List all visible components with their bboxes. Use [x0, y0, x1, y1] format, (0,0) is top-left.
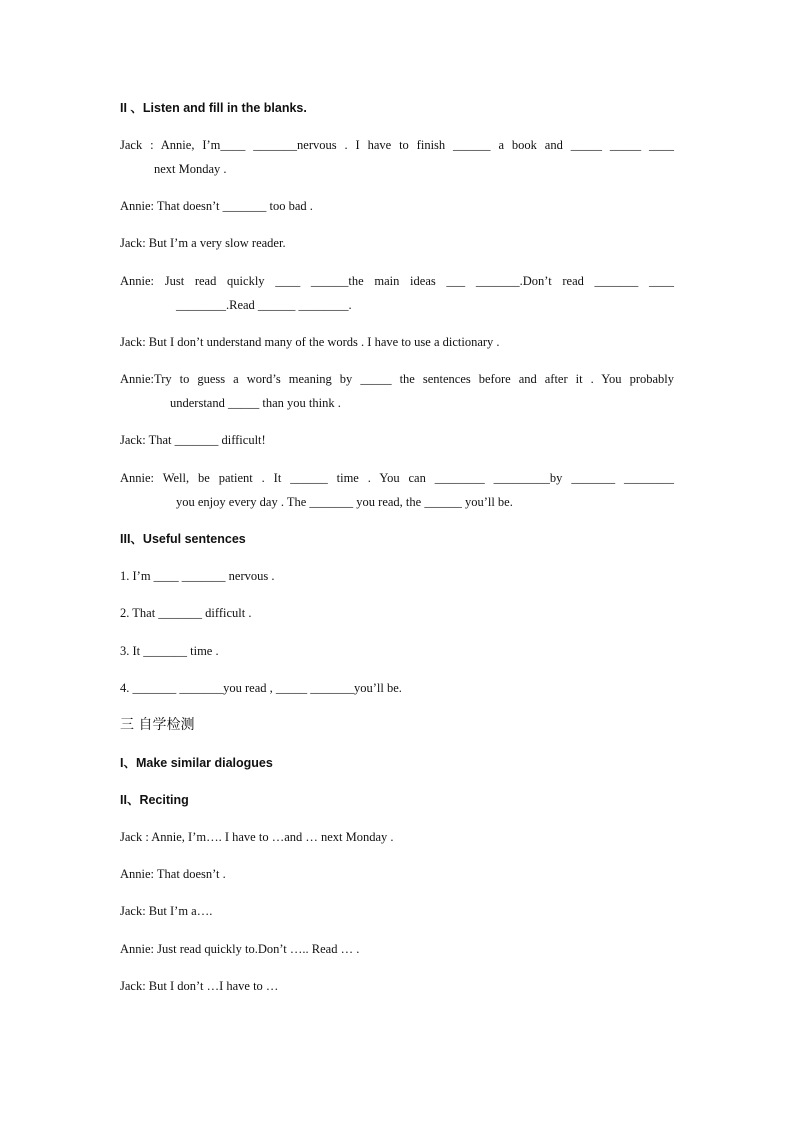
dialogue-line: Annie: Well, be patient . It ______ time . You can ________ _________by _______ ________ — [120, 471, 674, 485]
reciting-line: Annie: That doesn’t . — [120, 867, 226, 881]
section-iii-heading: III、Useful sentences — [120, 532, 246, 546]
reciting-line: Jack: But I’m a…. — [120, 904, 213, 918]
useful-sentence: 2. That _______ difficult . — [120, 606, 252, 620]
subheading-make-dialogues: I、Make similar dialogues — [120, 756, 273, 770]
useful-sentence: 4. _______ _______you read , _____ _______you’ll be. — [120, 681, 402, 695]
dialogue-line: Jack: But I’m a very slow reader. — [120, 236, 286, 250]
dialogue-line: Jack: But I don’t understand many of the words . I have to use a dictionary . — [120, 335, 500, 349]
dialogue-line: understand _____ than you think . — [170, 396, 341, 410]
section-ii-heading: II 、Listen and fill in the blanks. — [120, 101, 307, 115]
dialogue-line: Jack: That _______ difficult! — [120, 433, 266, 447]
dialogue-line: Jack : Annie, I’m____ _______nervous . I have to finish ______ a book and _____ _____ ____ — [120, 138, 674, 152]
dialogue-line: next Monday . — [154, 162, 227, 176]
useful-sentence: 1. I’m ____ _______ nervous . — [120, 569, 275, 583]
reciting-line: Annie: Just read quickly to.Don’t ….. Read … . — [120, 942, 360, 956]
dialogue-line: ________.Read ______ ________. — [176, 298, 352, 312]
dialogue-line: you enjoy every day . The _______ you read, the ______ you’ll be. — [176, 495, 513, 509]
useful-sentence: 3. It _______ time . — [120, 644, 219, 658]
dialogue-line: Annie: Just read quickly ____ ______the main ideas ___ _______.Don’t read _______ ____ — [120, 274, 674, 288]
part-3-heading: 三 自学检测 — [120, 717, 195, 733]
dialogue-line: Annie:Try to guess a word’s meaning by _____ the sentences before and after it . You probably — [120, 372, 674, 386]
subheading-reciting: II、Reciting — [120, 793, 189, 807]
reciting-line: Jack : Annie, I’m…. I have to …and … next Monday . — [120, 830, 394, 844]
dialogue-line: Annie: That doesn’t _______ too bad . — [120, 199, 313, 213]
reciting-line: Jack: But I don’t …I have to … — [120, 979, 279, 993]
